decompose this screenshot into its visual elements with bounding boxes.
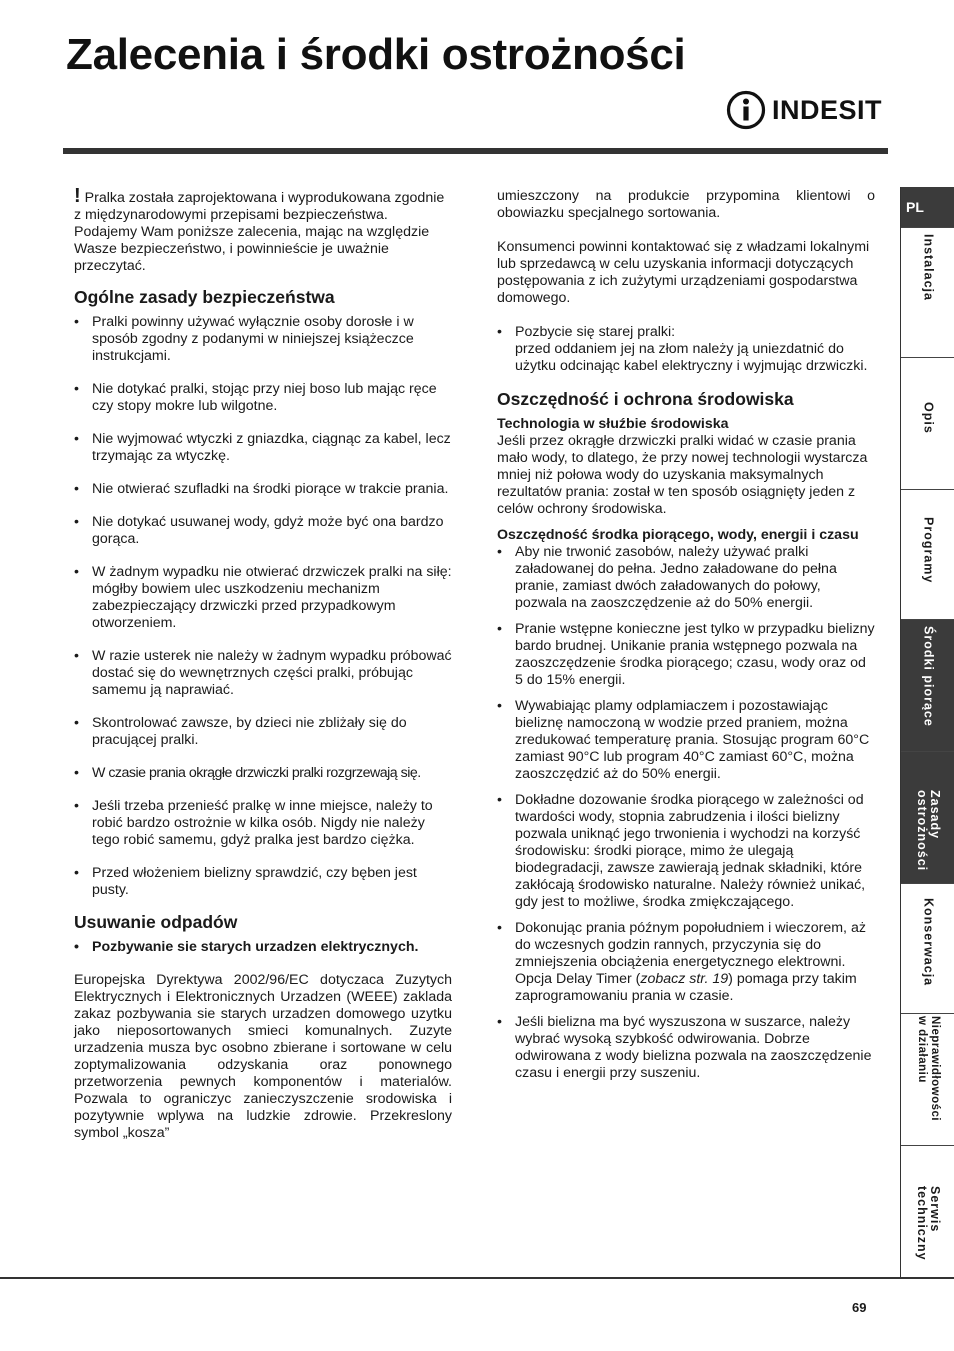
list-item: • W żadnym wypadku nie otwierać drzwiczek pralki na siłę: mógłby bowiem ulec uszkodzeniu mechanizm zabezpieczający drzwiczki przed przypadkowym otworzeniem. bbox=[74, 564, 452, 632]
tab-nieprawidlowosci[interactable]: Nieprawidłowości w działaniu bbox=[901, 1014, 954, 1146]
disposal-text: przed oddaniem jej na złom należy ją uniezdatnić do użytku odcinając kabel elektryczny i wyjmując drzwiczki. bbox=[515, 341, 868, 374]
tab-srodki-piorace[interactable]: Środki piorące bbox=[901, 620, 954, 752]
list-item: • Wywabiając plamy odplamiaczem i pozostawiając bieliznę namoczoną w wodzie przed praniem, można zredukować temperaturę prania. Stosując program 60°C zamiast 90°C lub program 40°C zamiast 60°C, można zaoszczędzić aż do 50% energii. bbox=[497, 698, 875, 783]
disposal-list bbox=[497, 324, 875, 375]
footer-rule bbox=[0, 1277, 954, 1279]
consumers-paragraph: Konsumenci powinni kontaktować się z władzami lokalnymi lub sprzedawcą w celu uzyskania informacji dotyczących postępowania z ich zużytymi urządzeniami gospodarstwa domowego. bbox=[497, 239, 870, 306]
brand-wordmark: INDESIT bbox=[772, 94, 883, 125]
eco-heading: Oszczędność i ochrona środowiska bbox=[497, 389, 794, 409]
saving-list bbox=[497, 544, 875, 1082]
weee-continued: umieszczony na produkcie przypomina klientowi o obowiazku specjalnego sortowania. bbox=[497, 188, 875, 221]
list-item: • Nie wyjmować wtyczki z gniazdka, ciągnąc za kabel, lecz trzymając za wtyczkę. bbox=[74, 431, 452, 465]
list-item bbox=[497, 324, 875, 375]
safety-list bbox=[74, 314, 452, 899]
list-item: • W razie usterek nie należy w żadnym wypadku próbować dostać się do wewnętrznych części pralki, próbując samemu ją naprawiać. bbox=[74, 648, 452, 699]
list-item: • Jeśli bielizna ma być wyszuszona w suszarce, należy wybrać wysoką szybkość odwirowania. Dobrze odwirowana z wody bielizna pozwala na zaoszczędzenie czasu i energii przy suszeniu. bbox=[497, 1014, 875, 1082]
right-column bbox=[497, 188, 875, 1082]
list-item: • W czasie prania okrągłe drzwiczki pralki rozgrzewają się. bbox=[74, 765, 452, 782]
warning-mark: ! bbox=[74, 185, 81, 207]
tab-pl[interactable]: PL bbox=[901, 187, 954, 228]
list-item: • Aby nie trwonić zasobów, należy używać pralki załadowanej do pełna. Jedno załadowane do pełna pranie, zamiast dwóch załadowanych do połowy, pozwala na zaoszczędzenie aż do 50% energii. bbox=[497, 544, 875, 612]
tab-opis[interactable]: Opis bbox=[901, 358, 954, 490]
waste-heading: Usuwanie odpadów bbox=[74, 912, 238, 932]
tech-paragraph: Jeśli przez okrągłe drzwiczki pralki widać w czasie prania mało wody, to dlatego, że przy nowej technologii wystarcza mniej niż połowa wody do uzyskania maksymalnych rezultatów prania: został w ten sposób osiągnięty jeden z celów ochrony środowiska. bbox=[497, 433, 868, 517]
page-number: 69 bbox=[852, 1300, 867, 1315]
list-item: • Pozbywanie sie starych urzadzen elektrycznych. bbox=[74, 939, 452, 956]
list-item: • Nie otwierać szufladki na środki piorące w trakcie prania. bbox=[74, 481, 452, 498]
list-item: • Dokładne dozowanie środka piorącego w zależności od twardości wody, stopnia zabrudzenia i ilości bielizny pozwala uniknąć jego trwonienia i wychodzi na korzyść środowisku: środki piorące, mimo że ulegają biodegradacji, zawsze zawierają jednak składniki, które zakłócają środowisko naturalne. Należy również unikać, gdy jest to możliwe, środka zmiękczającego. bbox=[497, 792, 875, 911]
tab-programy[interactable]: Programy bbox=[901, 490, 954, 620]
list-item: • Pralki powinny używać wyłącznie osoby dorosłe i w sposób zgodny z podanymi w niniejszej książeczce instrukcjami. bbox=[74, 314, 452, 365]
tab-serwis-techniczny[interactable]: Serwis techniczny bbox=[915, 1186, 942, 1261]
tab-instalacja[interactable]: Instalacja bbox=[901, 228, 954, 358]
side-tabs bbox=[900, 187, 954, 1277]
left-column bbox=[74, 185, 452, 1142]
brand-logo bbox=[726, 90, 882, 130]
list-item: • Przed włożeniem bielizny sprawdzić, czy bęben jest pusty. bbox=[74, 865, 452, 899]
intro-paragraph: ! Pralka została zaprojektowana i wyprodukowana zgodnie z międzynarodowymi przepisami bezpieczeństwa. Podajemy Wam poniższe zalecenia, mając na względzie Wasze bezpieczeństwo, i powinnieście je uważnie przeczytać. bbox=[74, 185, 445, 274]
page-title: Zalecenia i środki ostrożności bbox=[66, 30, 686, 79]
disposal-title: Pozbycie się starej pralki: bbox=[515, 324, 676, 340]
tab-konserwacja[interactable]: Konserwacja bbox=[901, 884, 954, 1014]
list-item: • Nie dotykać pralki, stojąc przy niej boso lub mając ręce czy stopy mokre lub wilgotne. bbox=[74, 381, 452, 415]
tech-heading: Technologia w słuźbie środowiska bbox=[497, 416, 729, 432]
tab-zasady-ostroznosci[interactable]: Zasady ostrożności bbox=[901, 752, 954, 884]
list-item: • Skontrolować zawsze, by dzieci nie zbliżały się do pracującej pralki. bbox=[74, 715, 452, 749]
list-item: • Jeśli trzeba przenieść pralkę w inne miejsce, należy to robić bardzo ostrożnie w kilka osób. Nigdy nie należy tego robić samemu, gdyż pralka jest bardzo ciężka. bbox=[74, 798, 452, 849]
saving-heading: Oszczędność środka piorącego, wody, energii i czasu bbox=[497, 527, 859, 543]
header-rule bbox=[63, 148, 888, 154]
waste-list bbox=[74, 939, 452, 956]
weee-paragraph: Europejska Dyrektywa 2002/96/EC dotyczaca Zuzytych Elektrycznych i Elektronicznych Urzadzen (WEEE) zaklada zakaz pozbywania sie starych urzadzen domowego uzytku jako nieposortowanych smieci komunalnych. Zuzyte urzadzenia musza byc osobno zbierane i sortowane w celu zoptymalizowania odzyskania oraz ponownego przetworzenia pewnych komponentów i materialów. Pozwala to ograniczyc zanieczyszczenie srodowiska i pozytywnie wplywa na ludzkie zdrowie. Przekreslony symbol „kosza” bbox=[74, 972, 452, 1141]
list-item: • Dokonując prania późnym popołudniem i wieczorem, aż do wczesnych godzin rannych, przyczynia się do zmniejszenia obciążenia energetycznego elektrowni. Opcja Delay Timer (zobacz str. 19) pomaga przy takim zaprogramowaniu prania w czasie. bbox=[497, 920, 875, 1005]
list-item: • Pranie wstępne konieczne jest tylko w przypadku bielizny bardo brudnej. Unikanie prania wstępnego pozwala na zaoszczędzenie środka piorącego; czasu, wody oraz od 5 do 15% energii. bbox=[497, 621, 875, 689]
indesit-i-icon bbox=[726, 90, 766, 130]
page-reference: zobacz str. 19 bbox=[640, 971, 729, 987]
list-item: • Nie dotykać usuwanej wody, gdyż może być ona bardzo gorąca. bbox=[74, 514, 452, 548]
safety-heading: Ogólne zasady bezpieczeństwa bbox=[74, 287, 335, 307]
